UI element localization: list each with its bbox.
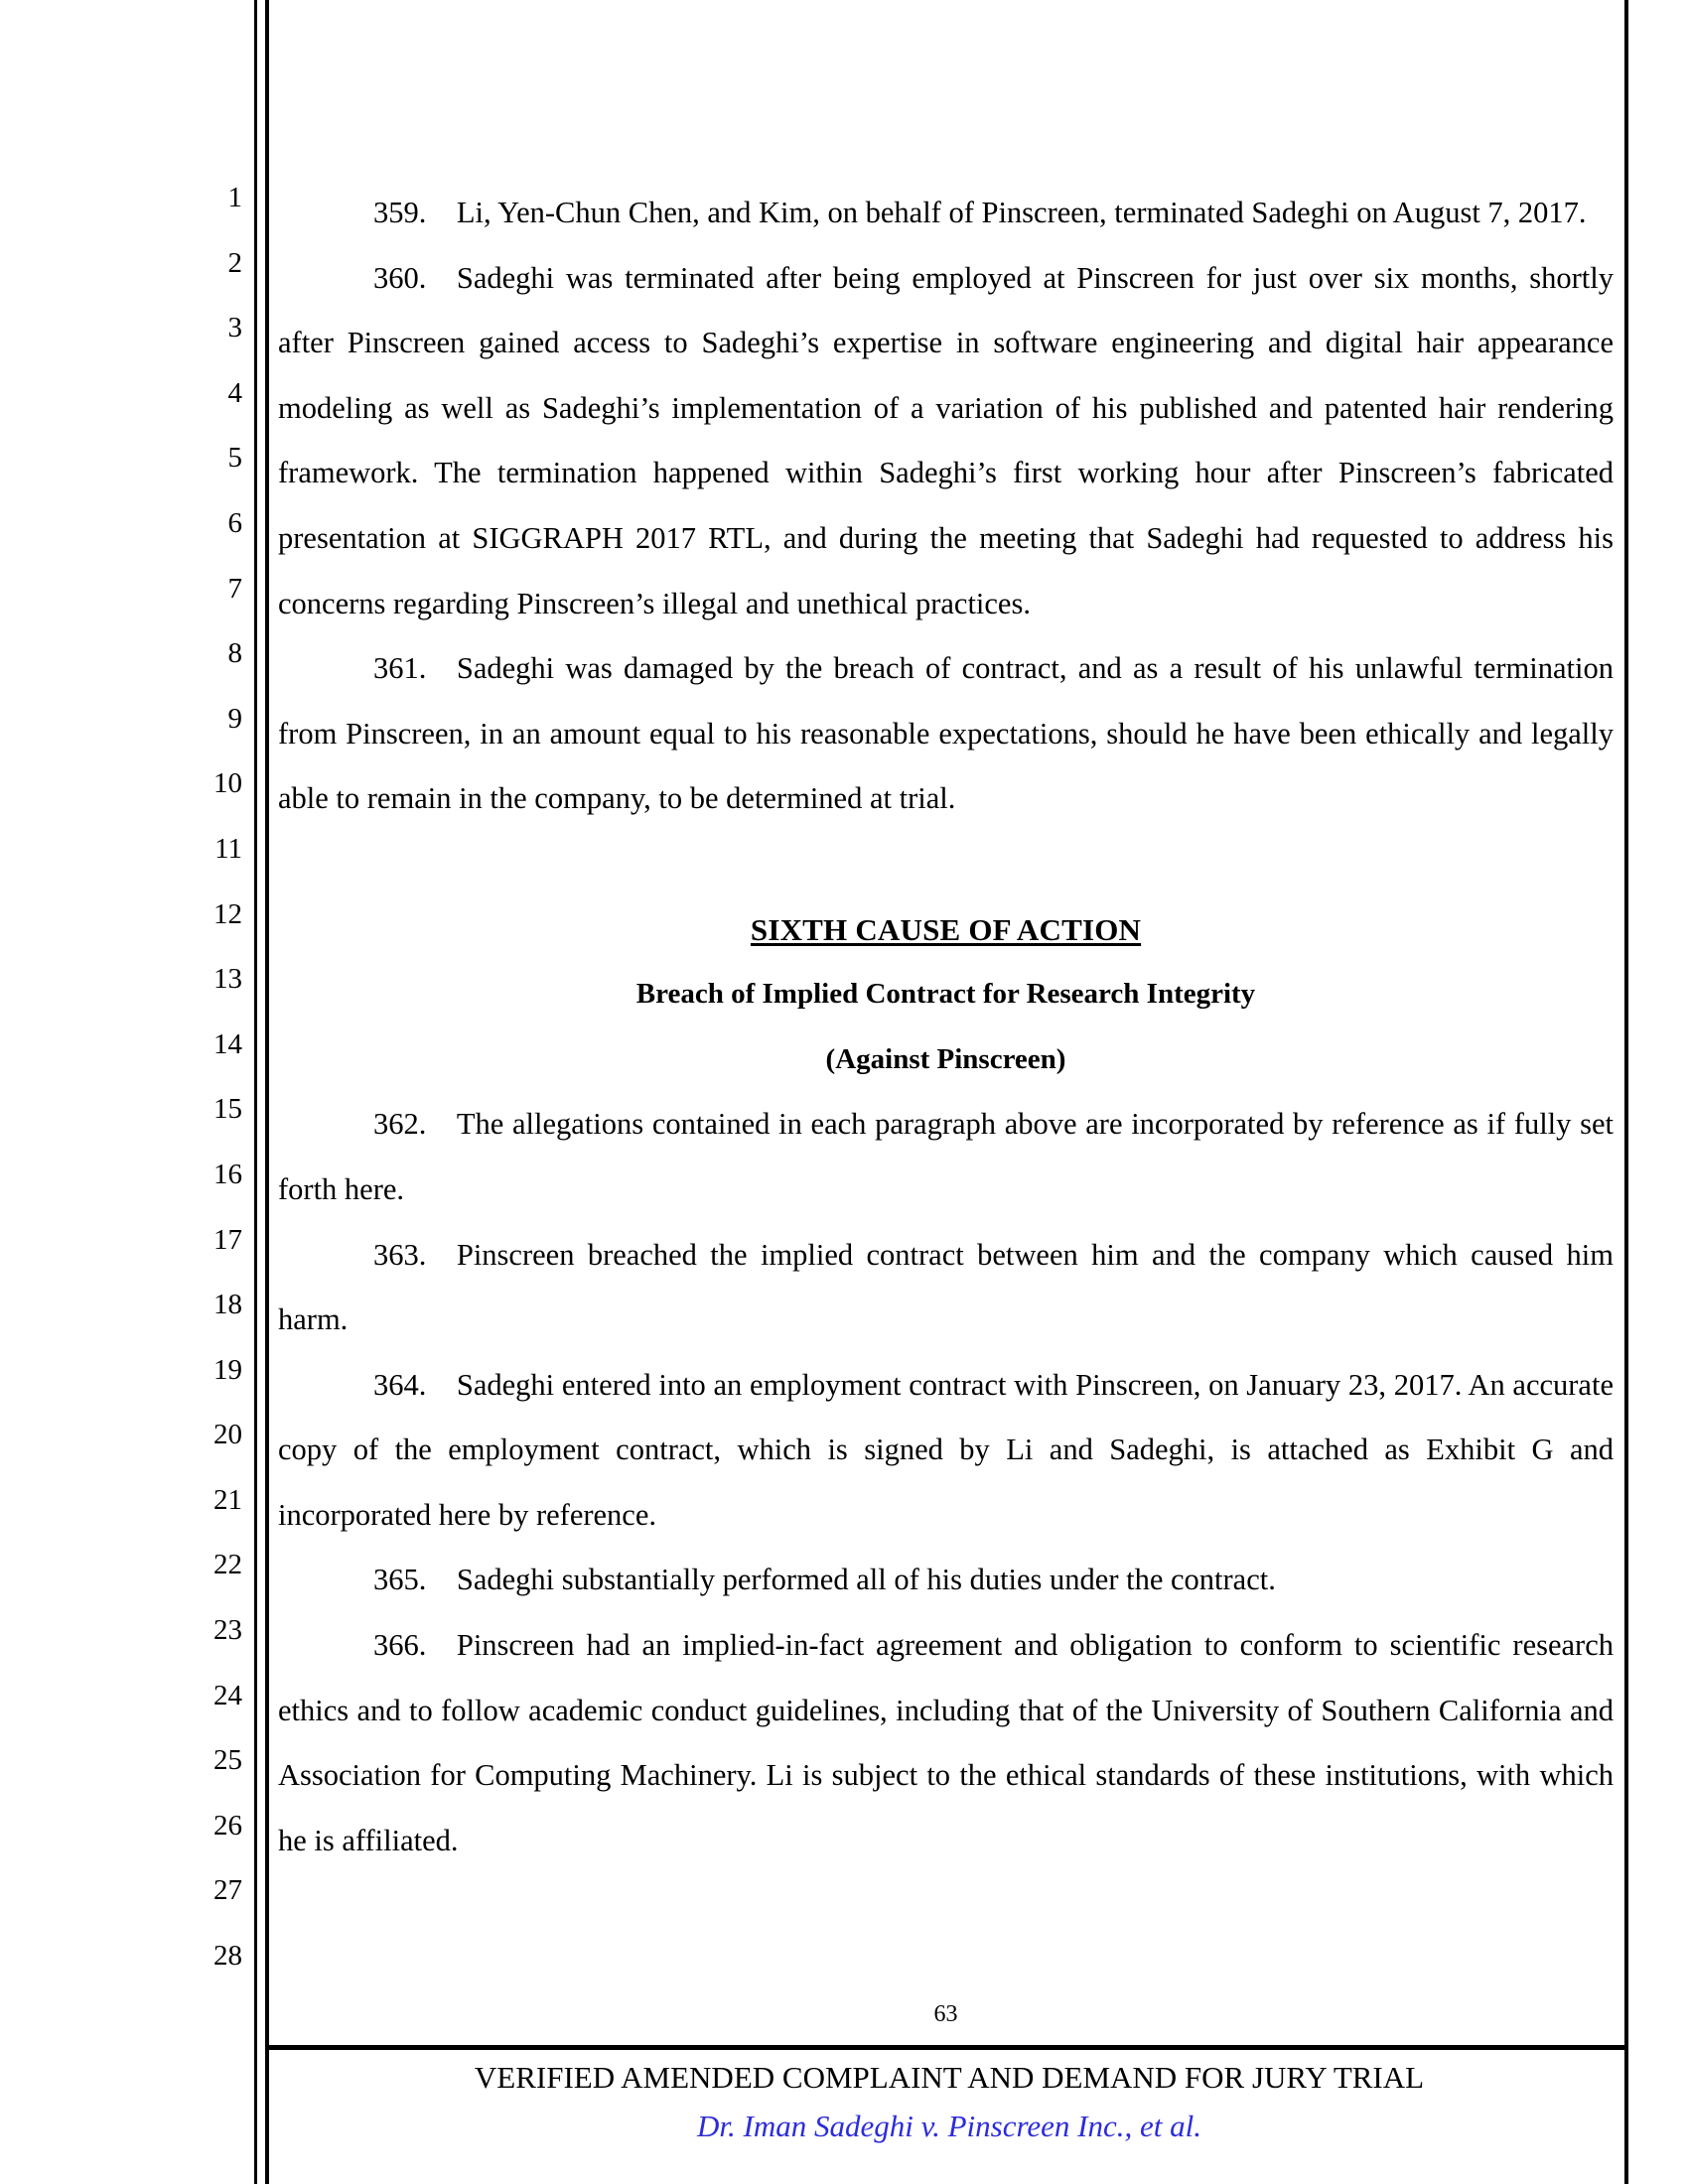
paragraph-365: 365. Sadeghi substantially performed all of his duties under the contract.: [373, 1563, 1276, 1597]
line-number: 20: [213, 1419, 242, 1451]
line-number: 6: [227, 506, 242, 539]
line-number: 5: [227, 442, 242, 475]
line-number: 8: [227, 637, 242, 670]
document-body: [278, 181, 1614, 1873]
footer-case-caption: Dr. Iman Sadeghi v. Pinscreen Inc., et al.: [697, 2109, 1201, 2143]
line-number: 3: [227, 312, 242, 344]
line-number: 7: [227, 572, 242, 605]
claim-title-heading: Breach of Implied Contract for Research Integrity: [635, 978, 1256, 1011]
paragraph-360: 360. Sadeghi was terminated after being employed at Pinscreen for just over six months, shortly after Pinscreen gained access to Sadeghi’s expertise in software engineering and digital hair appearance modeling as well as Sadeghi’s implementation of a variation of his published and patented hair rendering framework. The termination happened within Sadeghi’s first working hour after Pinscreen’s fabricated presentation at SIGGRAPH 2017 RTL, and during the meeting that Sadeghi had requested to address his concerns regarding Pinscreen’s illegal and unethical practices.: [278, 260, 1614, 620]
line-number: 10: [213, 767, 242, 800]
line-number: 19: [213, 1353, 242, 1386]
page-number: 63: [933, 2001, 958, 2027]
line-number: 12: [213, 897, 242, 930]
line-number: 24: [213, 1679, 242, 1711]
left-margin-rule-inner: [265, 0, 269, 2184]
line-number: 11: [214, 832, 242, 865]
line-number: 14: [213, 1027, 242, 1060]
cause-of-action-heading: SIXTH CAUSE OF ACTION: [750, 911, 1142, 947]
line-number: 25: [213, 1744, 242, 1777]
paragraph-363: 363. Pinscreen breached the implied contract between him and the company which caused him harm.: [278, 1237, 1614, 1337]
line-number-gutter: [179, 184, 242, 2007]
line-number: 26: [213, 1809, 242, 1842]
against-party-heading: (Against Pinscreen): [825, 1042, 1066, 1075]
line-number: 4: [227, 376, 242, 409]
paragraph-366: 366. Pinscreen had an implied-in-fact agreement and obligation to conform to scientific research ethics and to follow academic conduct guidelines, including that of the University of Southern California and Association for Computing Machinery. Li is subject to the ethical standards of these institutions, with which he is affiliated.: [278, 1628, 1614, 1857]
line-number: 1: [227, 182, 242, 213]
line-number: 18: [213, 1289, 242, 1321]
left-margin-rule-outer: [254, 0, 257, 2184]
paragraph-362: 362. The allegations contained in each paragraph above are incorporated by reference as if fully set forth here.: [278, 1107, 1614, 1206]
paragraph-364: 364. Sadeghi entered into an employment contract with Pinscreen, on January 23, 2017. An accurate copy of the employment contract, which is signed by Li and Sadeghi, is attached as Exhibit G and incorporated here by reference.: [278, 1367, 1614, 1532]
line-number: 15: [213, 1093, 242, 1126]
line-number: 21: [213, 1483, 242, 1516]
paragraph-361: 361. Sadeghi was damaged by the breach of contract, and as a result of his unlawful termination from Pinscreen, in an amount equal to his reasonable expectations, should he have been ethically and legally able to remain in the company, to be determined at trial.: [278, 651, 1614, 816]
spacer-line: [278, 832, 1614, 897]
footer-divider: [269, 2045, 1624, 2050]
line-number: 28: [213, 1940, 242, 1973]
line-number: 17: [213, 1223, 242, 1256]
footer-document-title: VERIFIED AMENDED COMPLAINT AND DEMAND FOR JURY TRIAL: [474, 2060, 1425, 2095]
line-number: 27: [213, 1874, 242, 1907]
line-number: 22: [213, 1549, 242, 1581]
line-number: 13: [213, 963, 242, 996]
line-number: 2: [227, 246, 242, 279]
line-number: 9: [227, 702, 242, 735]
line-number: 23: [213, 1614, 242, 1647]
paragraph-359: 359. Li, Yen-Chun Chen, and Kim, on behalf of Pinscreen, terminated Sadeghi on August 7, 2017.: [373, 196, 1587, 229]
right-margin-rule: [1624, 0, 1628, 2184]
line-number: 16: [213, 1158, 242, 1190]
